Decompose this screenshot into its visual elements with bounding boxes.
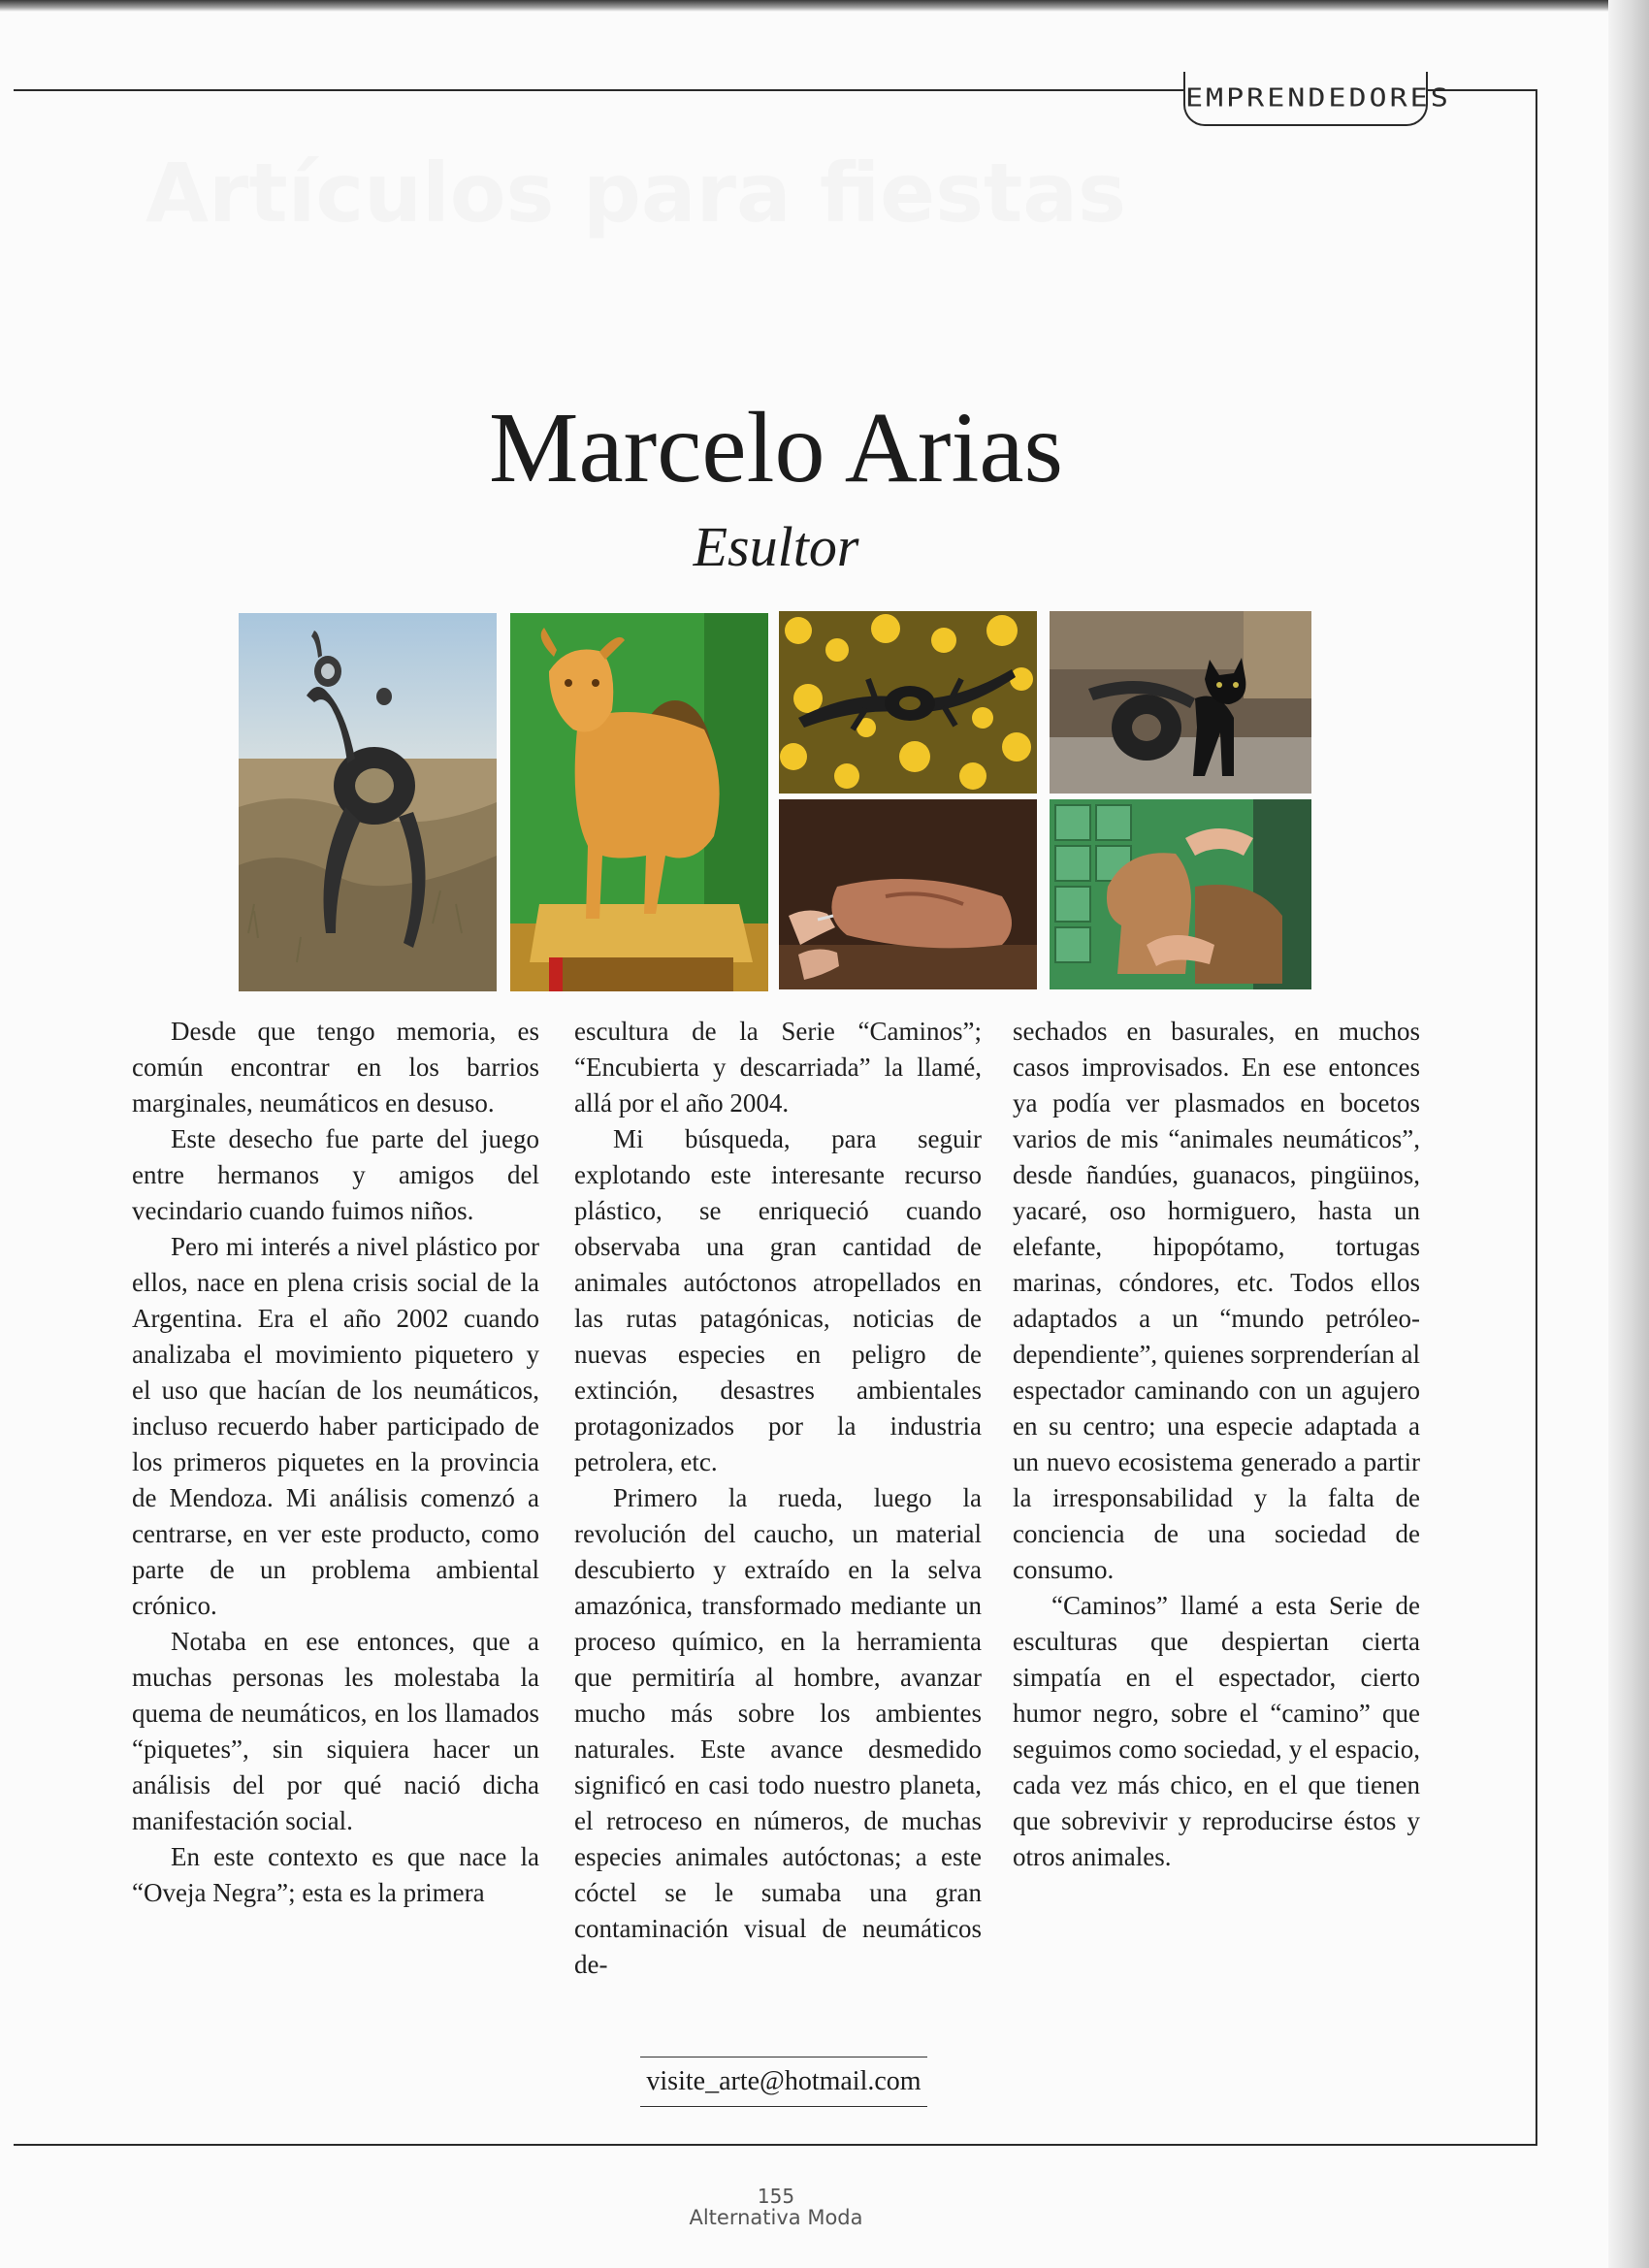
sculptor-working-photo [1050, 799, 1311, 989]
paragraph: Mi búsqueda, para seguir explotando este interesante recurso plástico, se enriqueció cuando observaba una gran cantidad de animales autóctonos atropellados en las rutas patagónicas, noticias de nuevas especies en peligro de extinción, desastres ambientales protagonizados por la industria petrolera, etc. [574, 1124, 982, 1476]
ghost-background-title: Artículos para fiestas [146, 146, 1126, 241]
body-column-2 [574, 1014, 982, 1983]
paragraph: Primero la rueda, luego la revolución del caucho, un material descubierto y extraído en la selva amazónica, transformado mediante un proceso químico, en la herramienta que permitiría al hombre, avanzar mucho más sobre los ambientes naturales. Este avance desmedido significó en casi todo nuestro planeta, el retroceso en números, de muchas especies animales autóctonas; a este cóctel se le sumaba una gran contaminación visual de neumáticos de- [574, 1483, 982, 1979]
article-subtitle: Esultor [693, 515, 859, 578]
page-number: 155 [757, 2185, 795, 2208]
paragraph: sechados en basurales, en muchos casos improvisados. En ese entonces ya podía ver plasmados en bocetos varios de mis “animales neumáticos”, desde ñandúes, guanacos, pingüinos, yacaré, oso hormiguero, hasta un elefante, hipopótamo, tortugas marinas, cóndores, etc. Todos ellos adaptados a un “mundo petróleo-dependiente”, quienes sorprenderían al espectador caminando con un agujero en su centro; una especie adaptada a un nuevo ecosistema generado a partir la irresponsabilidad y la falta de conciencia de una sociedad de consumo. [1013, 1017, 1420, 1584]
paragraph: “Caminos” llamé a esta Serie de esculturas que despiertan cierta simpatía en el espectador, cierto humor negro, sobre el “camino” que seguimos como sociedad, y el espacio, cada vez más chico, en el que tienen que sobrevivir y reproducirse éstos y otros animales. [1013, 1591, 1420, 1871]
article-title: Marcelo Arias [488, 392, 1063, 503]
ostrich-sculpture-photo [239, 613, 497, 991]
section-tab [1183, 72, 1451, 126]
paragraph: Pero mi interés a nivel plástico por ellos, nace en plena crisis social de la Argentina. Era el año 2002 cuando analizaba el movimiento piquetero y el uso que hacían de los neumáticos, incluso recuerdo haber participado de los primeros piquetes en la provincia de Mendoza. Mi análisis comenzó a centrarse, en ver este producto, como parte de un problema ambiental crónico. [132, 1232, 539, 1620]
paragraph: escultura de la Serie “Caminos”; “Encubierta y descarriada” la llamé, allá por el año 2004. [574, 1017, 982, 1118]
bull-sculpture-photo [510, 613, 768, 991]
body-column-1 [132, 1014, 539, 1911]
paragraph: Notaba en ese entonces, que a muchas personas les molestaba la quema de neumáticos, en los llamados “piquetes”, sin siquiera hacer un análisis del por qué nació dicha manifestación social. [132, 1627, 539, 1835]
lizard-sculpture-photo [779, 611, 1037, 794]
hands-sculpting-photo [779, 799, 1037, 989]
paragraph: Este desecho fue parte del juego entre hermanos y amigos del vecindario cuando fuimos niños. [132, 1124, 539, 1225]
paragraph: En este contexto es que nace la “Oveja Negra”; esta es la primera [132, 1842, 539, 1907]
contact-email[interactable]: visite_arte@hotmail.com [640, 2057, 927, 2107]
body-column-3 [1013, 1014, 1420, 1875]
page-top-shadow [0, 0, 1649, 12]
cat-sculpture-photo [1050, 611, 1311, 794]
page-binding-shadow [1608, 0, 1649, 2268]
publication-name: Alternativa Moda [689, 2206, 863, 2229]
paragraph: Desde que tengo memoria, es común encontrar en los barrios marginales, neumáticos en desuso. [132, 1017, 539, 1118]
section-label: EMPRENDEDORES [1185, 83, 1451, 113]
